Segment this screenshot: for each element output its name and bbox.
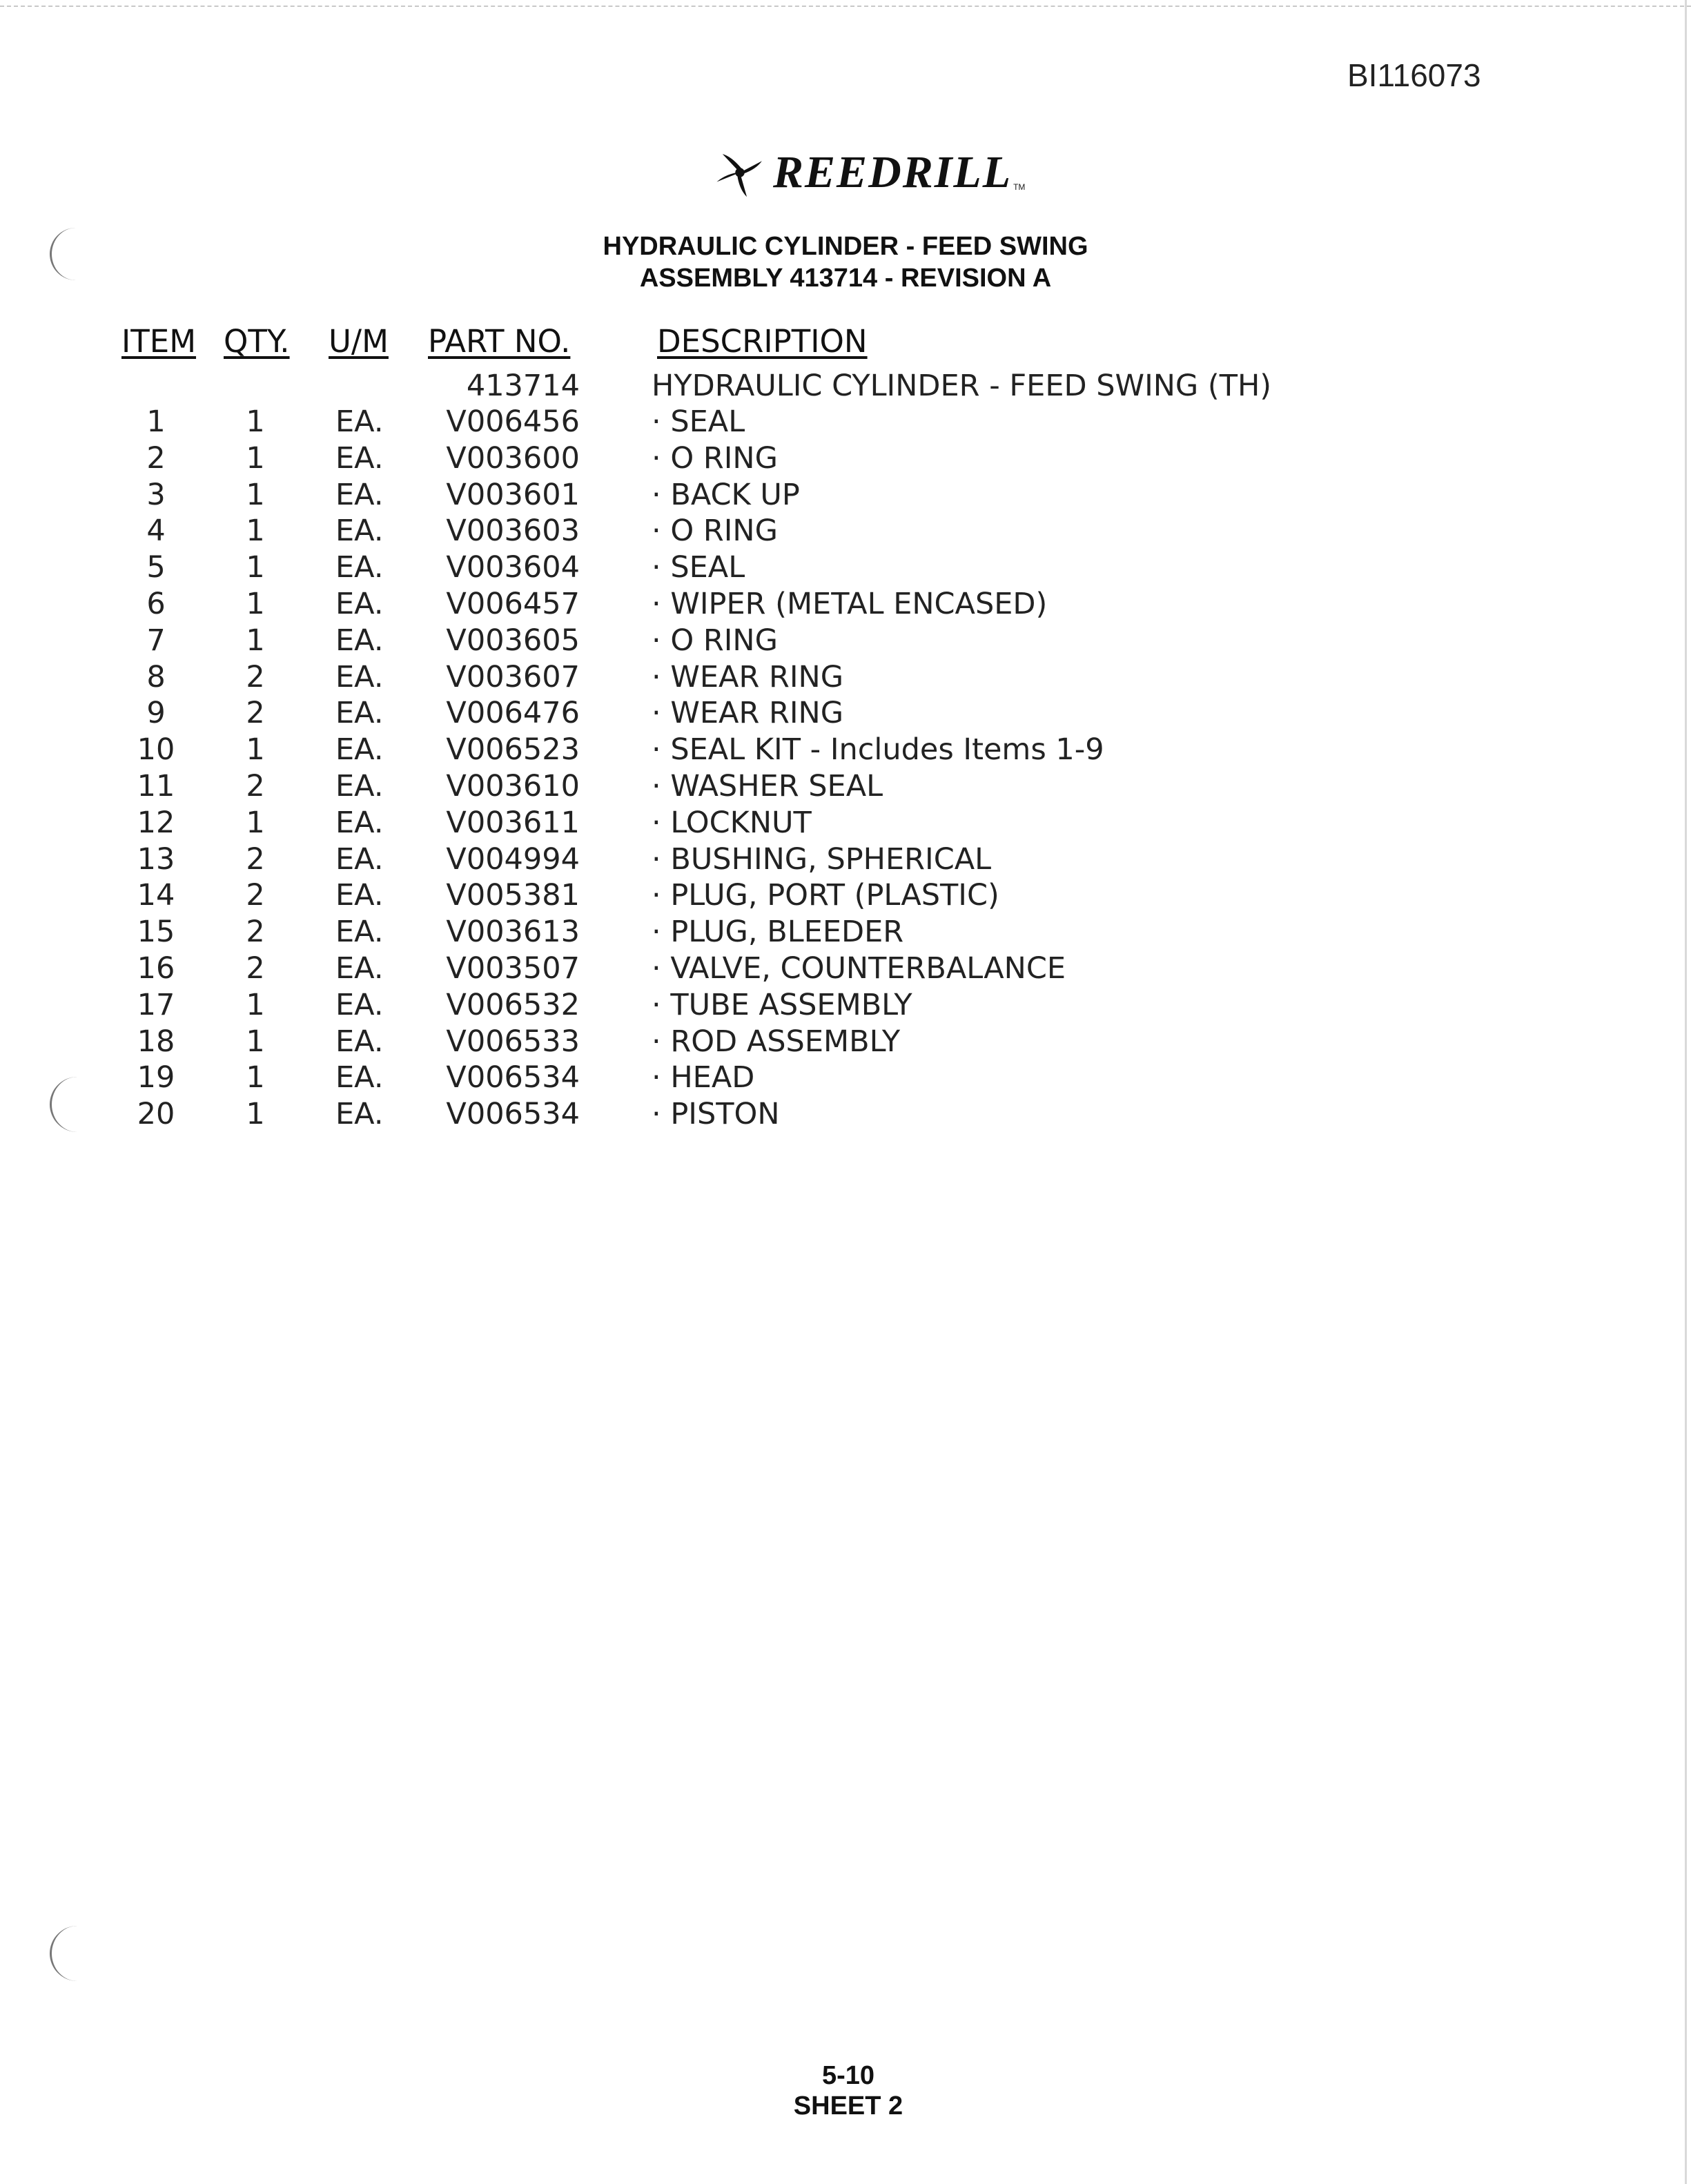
cell-um: EA. — [335, 659, 384, 694]
cell-part-no: V006523 — [446, 732, 580, 768]
cell-um: EA. — [335, 915, 384, 950]
cell-item: 13 — [137, 841, 175, 877]
cell-item: 12 — [137, 805, 175, 840]
table-row — [0, 660, 1691, 696]
cell-item: 8 — [146, 659, 166, 694]
table-row — [0, 842, 1691, 879]
column-header-item: ITEM — [121, 323, 197, 360]
cell-description: · O RING — [652, 623, 778, 658]
cell-description: · PLUG, PORT (PLASTIC) — [652, 878, 999, 913]
cell-qty: 1 — [246, 1097, 265, 1132]
cell-part-no: V003604 — [446, 550, 580, 585]
cell-um: EA. — [335, 1060, 384, 1095]
cell-part-no: V003613 — [446, 915, 580, 950]
table-row — [0, 623, 1691, 660]
cell-um: EA. — [335, 477, 384, 512]
scan-top-edge — [0, 6, 1691, 7]
cell-description: · SEAL KIT - Includes Items 1-9 — [652, 732, 1104, 768]
cell-um: EA. — [335, 514, 384, 549]
cell-qty: 1 — [246, 550, 265, 585]
table-row — [0, 404, 1691, 441]
table-row — [0, 915, 1691, 951]
cell-part-no: V006534 — [446, 1060, 580, 1095]
document-title: HYDRAULIC CYLINDER - FEED SWING — [603, 232, 1088, 261]
cell-description: · BUSHING, SPHERICAL — [652, 841, 992, 877]
cell-um: EA. — [335, 1097, 384, 1132]
cell-item: 9 — [146, 696, 166, 731]
cell-qty: 1 — [246, 623, 265, 658]
cell-qty: 1 — [246, 732, 265, 768]
cell-part-no: V003601 — [446, 477, 580, 512]
cell-description: · WEAR RING — [652, 696, 844, 731]
cell-description: · WEAR RING — [652, 659, 844, 694]
cell-description: · PLUG, BLEEDER — [652, 915, 904, 950]
table-row — [0, 1097, 1691, 1133]
cell-qty: 2 — [246, 950, 265, 986]
brand-name: REEDRILL — [773, 147, 1013, 197]
cell-qty: 1 — [246, 805, 265, 840]
cell-description: · VALVE, COUNTERBALANCE — [652, 950, 1066, 986]
table-row — [0, 988, 1691, 1024]
cell-item: 18 — [137, 1024, 175, 1059]
cell-qty: 1 — [246, 586, 265, 621]
cell-item: 14 — [137, 878, 175, 913]
cell-description: · TUBE ASSEMBLY — [652, 987, 912, 1022]
cell-part-no: V003607 — [446, 659, 580, 694]
cell-um: EA. — [335, 878, 384, 913]
cell-part-no: V003611 — [446, 805, 580, 840]
table-row — [0, 806, 1691, 842]
table-row — [0, 769, 1691, 806]
cell-um: EA. — [335, 768, 384, 803]
cell-description: · SEAL — [652, 550, 745, 585]
cell-um: EA. — [335, 404, 384, 439]
cell-um: EA. — [335, 586, 384, 621]
cell-um: EA. — [335, 805, 384, 840]
cell-item: 16 — [137, 950, 175, 986]
cell-qty: 1 — [246, 440, 265, 476]
column-header-um: U/M — [329, 323, 389, 360]
cell-item: 1 — [146, 404, 166, 439]
cell-qty: 2 — [246, 768, 265, 803]
cell-part-no: V003605 — [446, 623, 580, 658]
table-row — [0, 478, 1691, 514]
cell-description: · O RING — [652, 514, 778, 549]
table-row — [0, 732, 1691, 769]
cell-um: EA. — [335, 550, 384, 585]
cell-qty: 2 — [246, 659, 265, 694]
cell-item: 19 — [137, 1060, 175, 1095]
column-header-part-no: PART NO. — [428, 323, 571, 360]
cell-qty: 1 — [246, 477, 265, 512]
cell-um: EA. — [335, 623, 384, 658]
parent-part-number: 413714 — [466, 369, 580, 403]
table-row — [0, 1024, 1691, 1061]
cell-um: EA. — [335, 696, 384, 731]
cell-part-no: V003610 — [446, 768, 580, 803]
cell-item: 17 — [137, 987, 175, 1022]
cell-qty: 1 — [246, 1024, 265, 1059]
document-id: BI116073 — [1347, 57, 1481, 93]
cell-item: 4 — [146, 514, 166, 549]
page-number: 5-10 — [821, 2061, 875, 2090]
cell-qty: 2 — [246, 841, 265, 877]
cell-item: 10 — [137, 732, 175, 768]
cell-part-no: V003507 — [446, 950, 580, 986]
cell-item: 3 — [146, 477, 166, 512]
cell-item: 11 — [137, 768, 175, 803]
sheet-label: SHEET 2 — [793, 2092, 903, 2120]
cell-item: 2 — [146, 440, 166, 476]
cell-part-no: V006533 — [446, 1024, 580, 1059]
cell-qty: 1 — [246, 1060, 265, 1095]
cell-description: · PISTON — [652, 1097, 780, 1132]
table-row — [0, 587, 1691, 623]
cell-qty: 1 — [246, 514, 265, 549]
cell-qty: 2 — [246, 878, 265, 913]
cell-description: · O RING — [652, 440, 778, 476]
cell-item: 15 — [137, 915, 175, 950]
cell-description: · SEAL — [652, 404, 745, 439]
table-row — [0, 696, 1691, 732]
cell-part-no: V003600 — [446, 440, 580, 476]
cell-item: 7 — [146, 623, 166, 658]
cell-item: 20 — [137, 1097, 175, 1132]
table-row — [0, 514, 1691, 550]
column-header-qty: QTY. — [224, 323, 290, 360]
column-header-description: DESCRIPTION — [657, 323, 868, 360]
table-row — [0, 441, 1691, 478]
cell-part-no: V006476 — [446, 696, 580, 731]
cell-qty: 1 — [246, 987, 265, 1022]
cell-um: EA. — [335, 732, 384, 768]
cell-um: EA. — [335, 987, 384, 1022]
cell-description: · ROD ASSEMBLY — [652, 1024, 901, 1059]
cell-part-no: V006534 — [446, 1097, 580, 1132]
cell-part-no: V003603 — [446, 514, 580, 549]
cell-qty: 1 — [246, 404, 265, 439]
table-row — [0, 951, 1691, 988]
table-row — [0, 550, 1691, 587]
table-row — [0, 1060, 1691, 1097]
reedrill-swirl-icon — [711, 144, 769, 202]
cell-part-no: V006456 — [446, 404, 580, 439]
table-row — [0, 878, 1691, 915]
cell-um: EA. — [335, 440, 384, 476]
cell-description: · BACK UP — [652, 477, 800, 512]
document-subtitle: ASSEMBLY 413714 - REVISION A — [639, 264, 1052, 293]
cell-qty: 2 — [246, 915, 265, 950]
cell-item: 6 — [146, 586, 166, 621]
cell-part-no: V004994 — [446, 841, 580, 877]
binder-hole-mark-bottom — [50, 1926, 79, 1981]
cell-description: · WASHER SEAL — [652, 768, 883, 803]
cell-um: EA. — [335, 950, 384, 986]
parent-description: HYDRAULIC CYLINDER - FEED SWING (TH) — [652, 369, 1272, 403]
cell-item: 5 — [146, 550, 166, 585]
parts-list — [0, 404, 1691, 1133]
reedrill-logo — [711, 144, 1025, 202]
brand-trademark: TM — [1013, 182, 1026, 192]
cell-part-no: V005381 — [446, 878, 580, 913]
cell-part-no: V006532 — [446, 987, 580, 1022]
cell-description: · WIPER (METAL ENCASED) — [652, 586, 1048, 621]
cell-um: EA. — [335, 1024, 384, 1059]
cell-description: · HEAD — [652, 1060, 755, 1095]
cell-part-no: V006457 — [446, 586, 580, 621]
cell-description: · LOCKNUT — [652, 805, 812, 840]
cell-um: EA. — [335, 841, 384, 877]
cell-qty: 2 — [246, 696, 265, 731]
